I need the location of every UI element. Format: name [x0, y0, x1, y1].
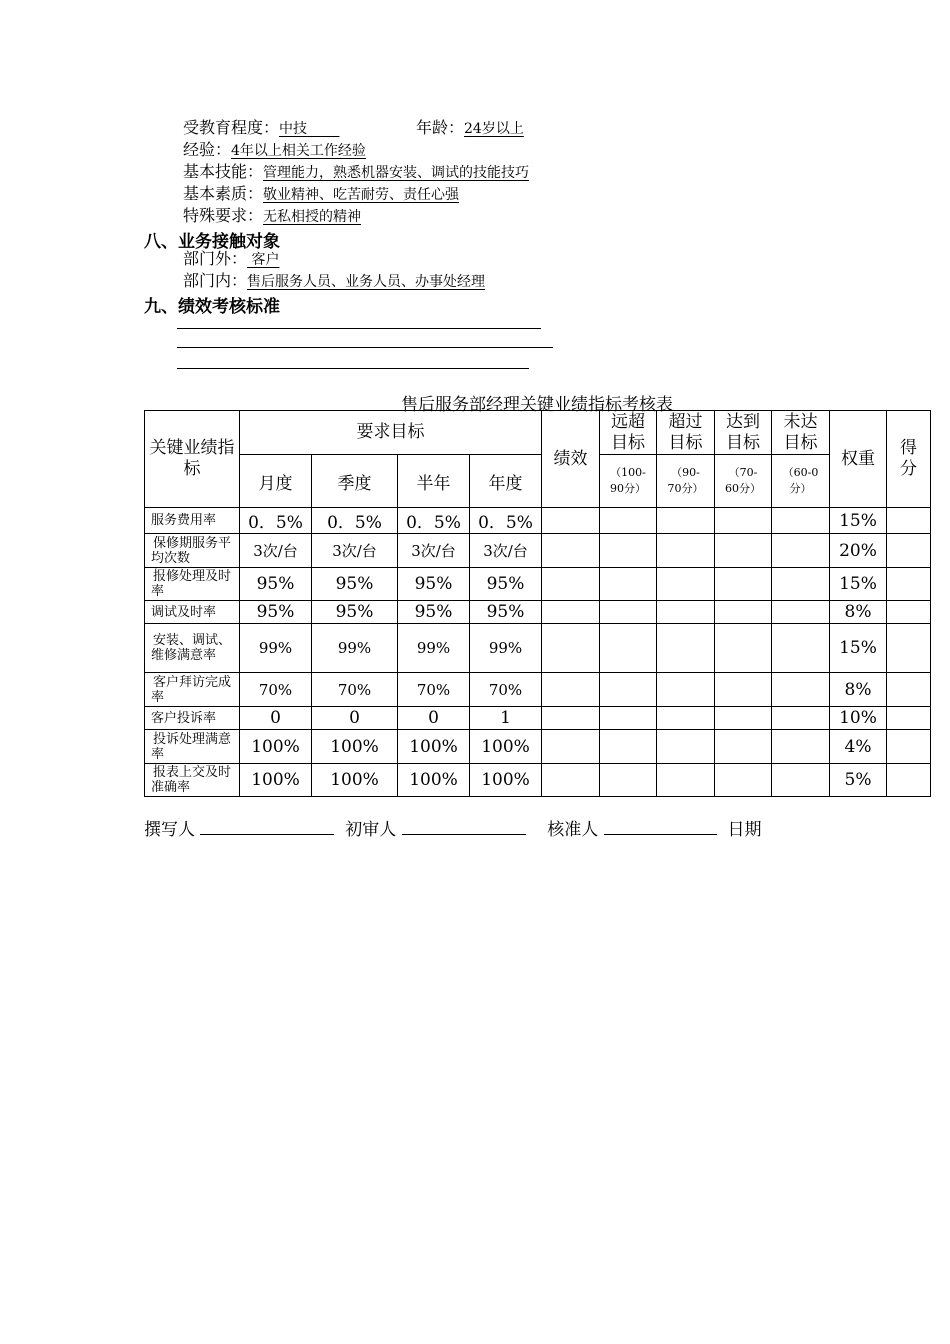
- indicator-name: 服务费用率: [145, 508, 240, 534]
- target-quarter: 95%: [312, 601, 398, 624]
- experience-label: 经验：: [183, 140, 232, 159]
- external-label: 部门外：: [183, 249, 248, 268]
- score-cell[interactable]: [887, 508, 931, 534]
- target-month: 100%: [240, 730, 312, 764]
- special-value: 无私相授的精神: [263, 209, 362, 225]
- performance-cell[interactable]: [542, 764, 600, 797]
- header-level-2: 超过目标: [657, 411, 715, 455]
- special-line: [183, 206, 361, 227]
- level-4-cell[interactable]: [772, 601, 830, 624]
- header-level-1-range: （100-90分）: [600, 455, 657, 508]
- target-year: 0．5%: [470, 508, 542, 534]
- target-half: 95%: [398, 568, 470, 601]
- level-1-cell[interactable]: [600, 601, 657, 624]
- level-3-cell[interactable]: [715, 534, 772, 568]
- performance-cell[interactable]: [542, 534, 600, 568]
- score-cell[interactable]: [887, 764, 931, 797]
- performance-cell[interactable]: [542, 730, 600, 764]
- performance-cell[interactable]: [542, 707, 600, 730]
- header-period-month: 月度: [240, 455, 312, 508]
- signature-line: [144, 815, 761, 840]
- target-quarter: 95%: [312, 568, 398, 601]
- level-2-cell[interactable]: [657, 568, 715, 601]
- weight-cell: 15%: [830, 568, 887, 601]
- section8-heading: 八、业务接触对象: [144, 232, 280, 252]
- level-4-cell[interactable]: [772, 624, 830, 673]
- header-level-4-range: （60-0分）: [772, 455, 830, 508]
- target-half: 100%: [398, 764, 470, 797]
- skills-label: 基本技能：: [183, 162, 264, 181]
- target-month: 100%: [240, 764, 312, 797]
- score-cell[interactable]: [887, 707, 931, 730]
- level-4-cell[interactable]: [772, 534, 830, 568]
- score-cell[interactable]: [887, 534, 931, 568]
- target-half: 70%: [398, 673, 470, 707]
- indicator-name: 客户拜访完成率: [145, 673, 240, 707]
- target-month: 0．5%: [240, 508, 312, 534]
- performance-cell[interactable]: [542, 601, 600, 624]
- table-row: [145, 730, 931, 764]
- target-half: 0．5%: [398, 508, 470, 534]
- header-weight: 权重: [830, 411, 887, 508]
- level-4-cell[interactable]: [772, 508, 830, 534]
- level-2-cell[interactable]: [657, 673, 715, 707]
- age-line: [416, 118, 524, 139]
- table-row: [145, 764, 931, 797]
- header-level-3: 达到目标: [715, 411, 772, 455]
- target-quarter: 0．5%: [312, 508, 398, 534]
- blank-line-1: [177, 328, 541, 329]
- table-row: [145, 707, 931, 730]
- age-value: 24岁以上: [464, 121, 524, 137]
- indicator-name: 安装、调试、维修满意率: [145, 624, 240, 673]
- internal-value: 售后服务人员、业务人员、办事处经理: [247, 274, 486, 290]
- level-4-cell[interactable]: [772, 764, 830, 797]
- score-cell[interactable]: [887, 624, 931, 673]
- header-level-4: 未达目标: [772, 411, 830, 455]
- target-year: 3次/台: [470, 534, 542, 568]
- level-3-cell[interactable]: [715, 707, 772, 730]
- target-quarter: 99%: [312, 624, 398, 673]
- level-3-cell[interactable]: [715, 624, 772, 673]
- score-cell[interactable]: [887, 673, 931, 707]
- target-quarter: 70%: [312, 673, 398, 707]
- weight-cell: 15%: [830, 508, 887, 534]
- approver-field[interactable]: [604, 818, 717, 835]
- internal-label: 部门内：: [183, 271, 248, 290]
- level-1-cell[interactable]: [600, 730, 657, 764]
- target-month: 99%: [240, 624, 312, 673]
- indicator-name: 报修处理及时率: [145, 568, 240, 601]
- target-year: 100%: [470, 764, 542, 797]
- external-line: [183, 249, 279, 270]
- level-3-cell[interactable]: [715, 673, 772, 707]
- target-half: 95%: [398, 601, 470, 624]
- table-row: [145, 601, 931, 624]
- skills-value: 管理能力，熟悉机器安装、调试的技能技巧: [263, 165, 530, 181]
- skills-line: [183, 162, 529, 183]
- experience-line: [183, 140, 366, 161]
- target-half: 3次/台: [398, 534, 470, 568]
- level-4-cell[interactable]: [772, 673, 830, 707]
- weight-cell: 8%: [830, 601, 887, 624]
- target-quarter: 100%: [312, 730, 398, 764]
- performance-cell[interactable]: [542, 568, 600, 601]
- header-level-3-range: （70-60分）: [715, 455, 772, 508]
- special-label: 特殊要求：: [183, 206, 264, 225]
- education-line: [183, 118, 339, 139]
- kpi-table: [144, 410, 931, 797]
- target-month: 0: [240, 707, 312, 730]
- external-value: 客户: [251, 252, 280, 268]
- reviewer-field[interactable]: [402, 818, 526, 835]
- target-half: 100%: [398, 730, 470, 764]
- target-year: 1: [470, 707, 542, 730]
- internal-line: [183, 271, 485, 292]
- level-3-cell[interactable]: [715, 508, 772, 534]
- header-performance: 绩效: [542, 411, 600, 508]
- approver-label: 核准人: [547, 820, 599, 840]
- qualities-label: 基本素质：: [183, 184, 264, 203]
- weight-cell: 10%: [830, 707, 887, 730]
- score-cell[interactable]: [887, 601, 931, 624]
- table-title: 售后服务部经理关键业绩指标考核表: [401, 395, 673, 415]
- level-1-cell[interactable]: [600, 534, 657, 568]
- level-1-cell[interactable]: [600, 673, 657, 707]
- section9-heading: 九、绩效考核标准: [144, 297, 280, 317]
- indicator-name: 客户投诉率: [145, 707, 240, 730]
- age-label: 年龄：: [416, 118, 465, 137]
- weight-cell: 8%: [830, 673, 887, 707]
- performance-cell[interactable]: [542, 508, 600, 534]
- target-year: 95%: [470, 568, 542, 601]
- weight-cell: 15%: [830, 624, 887, 673]
- target-year: 95%: [470, 601, 542, 624]
- qualities-value: 敬业精神、吃苦耐劳、责任心强: [263, 187, 460, 203]
- level-1-cell[interactable]: [600, 764, 657, 797]
- target-month: 95%: [240, 601, 312, 624]
- performance-cell[interactable]: [542, 673, 600, 707]
- level-3-cell[interactable]: [715, 568, 772, 601]
- target-half: 0: [398, 707, 470, 730]
- education-label: 受教育程度：: [183, 118, 280, 137]
- target-month: 95%: [240, 568, 312, 601]
- target-year: 99%: [470, 624, 542, 673]
- level-3-cell[interactable]: [715, 730, 772, 764]
- reviewer-label: 初审人: [345, 820, 397, 840]
- header-target: 要求目标: [240, 411, 542, 455]
- indicator-name: 报表上交及时准确率: [145, 764, 240, 797]
- target-year: 70%: [470, 673, 542, 707]
- table-row: [145, 534, 931, 568]
- table-header-row-1: [145, 411, 931, 455]
- target-year: 100%: [470, 730, 542, 764]
- table-row: [145, 624, 931, 673]
- header-period-quarter: 季度: [312, 455, 398, 508]
- indicator-name: 保修期服务平均次数: [145, 534, 240, 568]
- weight-cell: 5%: [830, 764, 887, 797]
- level-2-cell[interactable]: [657, 624, 715, 673]
- level-2-cell[interactable]: [657, 730, 715, 764]
- level-4-cell[interactable]: [772, 707, 830, 730]
- header-level-2-range: （90-70分）: [657, 455, 715, 508]
- target-half: 99%: [398, 624, 470, 673]
- date-label: 日期: [727, 820, 762, 840]
- experience-value: 4年以上相关工作经验: [231, 143, 366, 159]
- level-4-cell[interactable]: [772, 730, 830, 764]
- indicator-name: 投诉处理满意率: [145, 730, 240, 764]
- score-cell[interactable]: [887, 730, 931, 764]
- level-1-cell[interactable]: [600, 707, 657, 730]
- target-quarter: 100%: [312, 764, 398, 797]
- table-row: [145, 568, 931, 601]
- table-header-row-2: [145, 455, 931, 508]
- table-row: [145, 508, 931, 534]
- header-score: 得分: [887, 411, 931, 508]
- header-period-year: 年度: [470, 455, 542, 508]
- blank-line-2: [177, 347, 553, 348]
- level-1-cell[interactable]: [600, 508, 657, 534]
- target-month: 3次/台: [240, 534, 312, 568]
- indicator-name: 调试及时率: [145, 601, 240, 624]
- score-cell[interactable]: [887, 568, 931, 601]
- weight-cell: 20%: [830, 534, 887, 568]
- performance-cell[interactable]: [542, 624, 600, 673]
- education-value: 中技: [279, 121, 308, 137]
- level-3-cell[interactable]: [715, 601, 772, 624]
- level-2-cell[interactable]: [657, 534, 715, 568]
- level-2-cell[interactable]: [657, 707, 715, 730]
- level-3-cell[interactable]: [715, 764, 772, 797]
- level-2-cell[interactable]: [657, 601, 715, 624]
- level-4-cell[interactable]: [772, 568, 830, 601]
- level-2-cell[interactable]: [657, 508, 715, 534]
- writer-label: 撰写人: [144, 820, 195, 840]
- header-period-half: 半年: [398, 455, 470, 508]
- writer-field[interactable]: [200, 818, 334, 835]
- weight-cell: 4%: [830, 730, 887, 764]
- level-2-cell[interactable]: [657, 764, 715, 797]
- header-level-1: 远超目标: [600, 411, 657, 455]
- target-quarter: 3次/台: [312, 534, 398, 568]
- header-indicator: 关键业绩指标: [145, 411, 240, 508]
- blank-line-3: [177, 368, 529, 369]
- table-row: [145, 673, 931, 707]
- target-month: 70%: [240, 673, 312, 707]
- qualities-line: [183, 184, 459, 205]
- level-1-cell[interactable]: [600, 568, 657, 601]
- level-1-cell[interactable]: [600, 624, 657, 673]
- target-quarter: 0: [312, 707, 398, 730]
